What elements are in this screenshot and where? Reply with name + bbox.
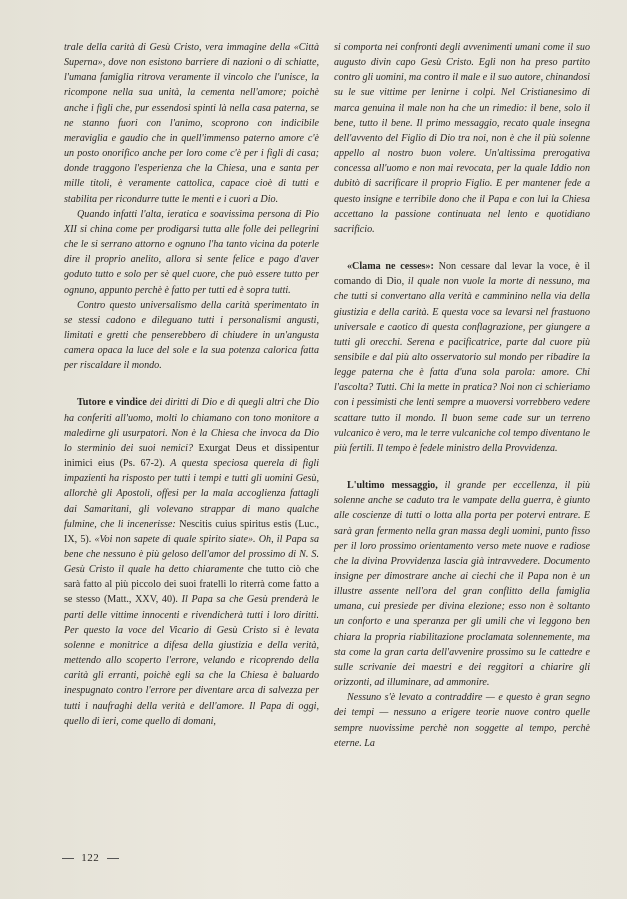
page-number-text: 122 xyxy=(81,852,100,864)
right-paragraph-1: si comporta nei confronti degli avvenimenti umani come il suo augusto divin capo Gesù Cristo. Egli non ha preso partito contro gli uomini, ma contro il male e il suo autore, chinandosi su le sue vittime per lenirne i colpi. Nel Cristianesimo di marca genuina il male non ha che un rimedio: il bene, solo il bene, tutto il bene. Il primo messaggio, recato quale insegna dell'avvento del Figlio di Dio tra noi, non è che il più solenne appello al nostro buon volere. Un'altissima prerogativa concessa all'uomo e non mai revocata, per la quale Iddio non dubitò di sacrificare il proprio Figlio. E per mantener fede a questo insigne e terribile dono che il Papa e con lui la Chiesa accettano la passione continuata nel lento e quotidiano sacrificio. xyxy=(334,42,590,235)
left-p4-latin-2: Nescitis cuius spiritus estis (Luc., IX, 5). xyxy=(64,518,319,545)
left-p4-text-e: «Voi non sapete di quale spirito siate». Oh, il Papa sa bene che nessuno è più geloso dell'amor del prossimo di N. S. Gesù Cristo il quale ha detto chiaramente xyxy=(64,533,319,576)
left-p4-text-a: dei diritti di Dio e di quegli altri che Dio ha conferiti all'uomo, molti lo chiamano con tono monitore a maledirne gli usurpatori. Non è la Chiesa che invoca da Dio lo sterminio dei suoi nemici? xyxy=(64,397,319,454)
left-p4-latin-1: Exurgat Deus et dissipentur inimici eius (Ps. 67-2). xyxy=(64,442,319,470)
section-heading-tutore: Tutore e vindice xyxy=(77,397,147,409)
left-paragraph-1: trale della carità di Gesù Cristo, vera immagine della «Città Superna», dove non esistono barriere di nazioni o di schiatte, l'umana famiglia ritrova veramente il vincolo che l'unisce, la ricompone nella sua unità, la cementa nell'amore; poichè anche i figli che, pur essendosi spinti là nella casa paterna, se ne stanno fuori con l'animo, scoprono con indicibile meraviglia e gaudio che in quell'immenso paterno amore c'è un posto onorifico anche per loro come c'è per i figli di casa; donde traggono l'esperienza che la Chiesa, una e santa per mille titoli, è veramente cattolica, capace cioè di tutti e stabilita per ricondurre tutte le menti e i cuori a Dio. xyxy=(64,42,319,205)
right-p2-text-b: il quale non vuole la morte di nessuno, ma che tutti si convertano alla verità e camminino nella via della giustizia e della carità. E questa voce sa levarsi nel frastuono universale e caotico di questa conflagrazione, per giungere a tutti gli orecchi. Serena e pacificatrice, parte dal cuore più sensibile e dal più alto osservatorio sul mondo per ribadire la legge paterna che è fatta d'una sola parola: amore. Chi l'ascolta? Tutti. Chi la mette in pratica? Noi non ci schieriamo con i pessimisti che lenti sempre a muoversi vorrebbero vedere scattare tutto il mondo. Il buon seme cade sur un terreno vulcanico è vero, ma le terre vulcaniche col tempo diventano le più fertili. Il tempo è fedele ministro della Provvidenza. xyxy=(334,276,590,454)
left-paragraph-4 xyxy=(64,395,319,728)
page-number xyxy=(58,852,158,864)
right-column xyxy=(334,40,590,751)
left-paragraph-3: Contro questo universalismo della carità sperimentato in se stessi cadono e dileguano tutti i personalismi angusti, limitati e gretti che penserebbero di chiudere in un'angusta camera opaca la luce del sole e la sua potenza calorica fatta per riscaldare il mondo. xyxy=(64,299,319,372)
left-column xyxy=(64,40,319,729)
left-p4-text-c: A questa speciosa querela di figli impazienti ha risposto per tutti i tempi e tutti gli uomini Gesù, allorchè gli Apostoli, offesi per la mala accoglienza fattagli dai Samaritani, gli volevano strappar di mano qualche fulmine, che li incenerisse: xyxy=(64,458,319,530)
right-paragraph-2 xyxy=(334,259,590,456)
right-paragraph-4: Nessuno s'è levato a contraddire — e questo è gran segno dei tempi — nessuno a erigere teorie nuove contro quelle sempre nuovissime perchè non soggette al tempo, perchè eterne. La xyxy=(334,692,590,749)
left-paragraph-2: Quando infatti l'alta, ieratica e soavissima persona di Pio XII si china come per prodigarsi tutta alle folle dei pellegrini che le si serrano attorno e ognuno l'ha tanto vicina da poterle dire il proprio anelito, allora si sente felice e pago d'aver goduto tutto e solo per sè quel cuore, che può essere tutto per ognuno, appunto perchè è fatto per tutti ed è sopra tutti. xyxy=(64,208,319,296)
folio-dash-left xyxy=(62,858,74,859)
right-p3-text-a: il grande per eccellenza, il più solenne anche se caduto tra le vampate della guerra, è giunto alle coscienze di tutti o lotta alla porta per potervi entrare. E sarà gran fermento nella gran massa degli uomini, punto fisso per il loro prossimo orientamento verso mete nuove e radiose che la divina Provvidenza lascia già intravvedere. Documento insigne per dimostrare anche ai ciechi che il Papa non è un illustre assente nell'ora del gran conflitto della famiglia umana, cui presiede per divina elezione; esso non è soltanto un conforto e una speranza per gli umili che vi leggono ben chiara la propria riabilitazione proclamata solennemente, ma sta come la gran carta dell'avvenire prossimo su le cattedre e sulle scrivanie dei maestri e dei reggitori a chiarire gli orizzonti, ad illuminare, ad ammonire. xyxy=(334,480,590,689)
right-p2-text-a: Non cessare dal levar la voce, è il comando di Dio, xyxy=(334,261,590,288)
left-p4-text-g: Il Papa sa che Gesù prenderà le parti delle vittime innocenti e rivendicherà tutti i loro diritti. Per questo la voce del Vicario di Gesù Cristo si è levata solenne e monitrice a difesa della giustizia e della verità, mettendo allo scoperto l'errore, velando e ricoprendo della carità gli erranti, poichè egli sa che la Chiesa è baluardo inespugnato contro l'errore per diventare arca di salvezza per tutti i naufraghi della verità e dell'amore. Il Papa di oggi, quello di ieri, come quello di domani, xyxy=(64,594,319,727)
section-heading-ultimo: L'ultimo messaggio, xyxy=(347,480,438,492)
folio-dash-right xyxy=(107,858,119,859)
section-heading-clama: «Clama ne cesses»: xyxy=(347,261,434,273)
left-p4-text-f: che tutto ciò che sarà fatto al più piccolo dei suoi fratelli lo riterrà come fatto a se stesso (Matt., XXV, 40). xyxy=(64,564,319,606)
right-paragraph-3 xyxy=(334,478,590,690)
